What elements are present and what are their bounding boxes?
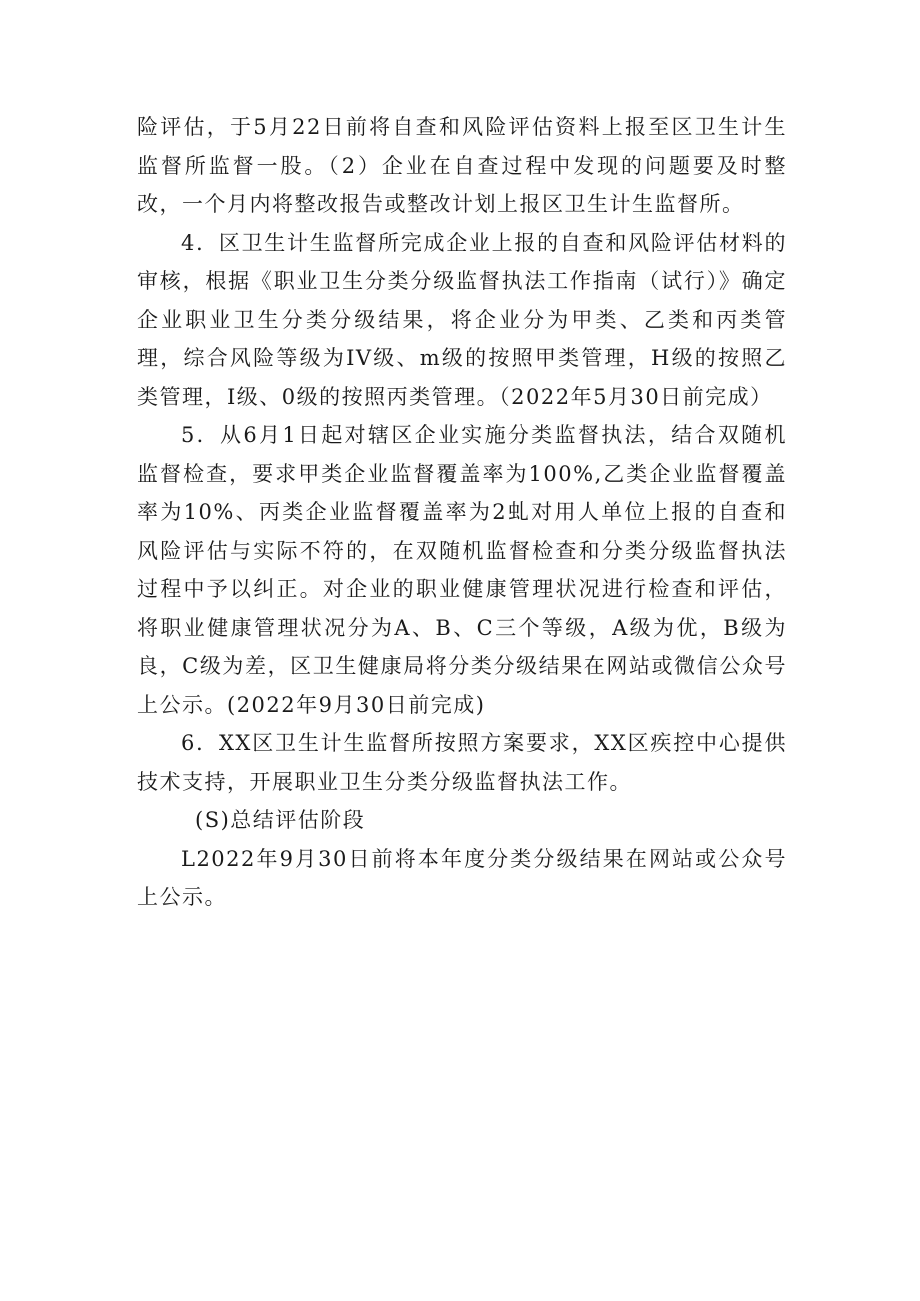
paragraph-item-5: 5．从6月1日起对辖区企业实施分类监督执法，结合双随机监督检查，要求甲类企业监督覆盖率为100%,乙类企业监督覆盖率为10%、丙类企业监督覆盖率为2虬对用人单位上报的自查和风险评估与实际不符的，在双随机监督检查和分类分级监督执法过程中予以纠正。对企业的职业健康管理状况进行检查和评估，将职业健康管理状况分为A、B、C三个等级，A级为优，B级为良，C级为差，区卫生健康局将分类分级结果在网站或微信公众号上公示。(2022年9月30日前完成) xyxy=(137,423,787,717)
document-body xyxy=(137,108,787,917)
paragraph-item-6: 6．XX区卫生计生监督所按照方案要求，XX区疾控中心提供技术支持，开展职业卫生分类分级监督执法工作。 xyxy=(137,731,787,794)
paragraph-self-inspection-continued: 险评估，于5月22日前将自查和风险评估资料上报至区卫生计生监督所监督一股。（2）企业在自查过程中发现的问题要及时整改，一个月内将整改报告或整改计划上报区卫生计生监督所。 xyxy=(137,115,787,216)
paragraph-summary-item-1: L2022年9月30日前将本年度分类分级结果在网站或公众号上公示。 xyxy=(137,846,787,909)
paragraph-item-4: 4．区卫生计生监督所完成企业上报的自查和风险评估材料的审核，根据《职业卫生分类分级监督执法工作指南（试行）》确定企业职业卫生分类分级结果，将企业分为甲类、乙类和丙类管理，综合风险等级为IV级、m级的按照甲类管理，H级的按照乙类管理，I级、0级的按照丙类管理。（2022年5月30日前完成） xyxy=(137,230,787,409)
section-heading-summary-stage: (S)总结评估阶段 xyxy=(195,808,366,832)
